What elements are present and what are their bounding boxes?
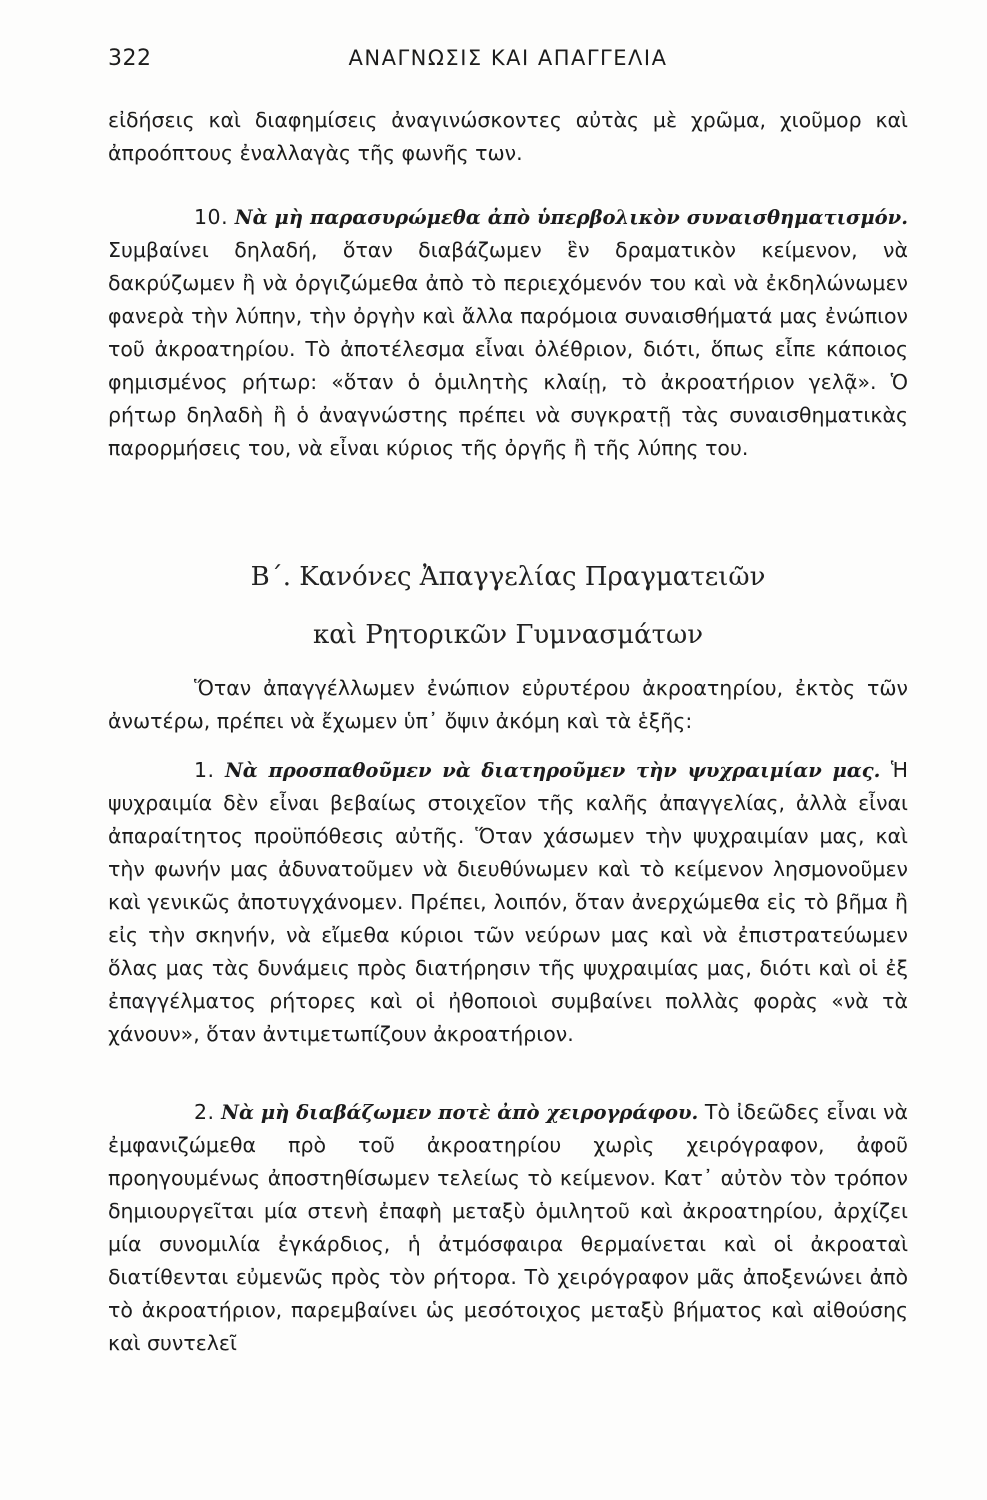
- page-number: 322: [108, 46, 152, 71]
- paragraph-continuation: [108, 104, 908, 170]
- section-heading: [108, 548, 908, 664]
- list-item-1-text: [108, 754, 908, 1051]
- section-intro-text: Ὅταν ἀπαγγέλλωμεν ἐνώπιον εὐρυτέρου ἀκροατηρίου, ἐκτὸς τῶν ἀνωτέρω, πρέπει νὰ ἔχωμεν ὑπ᾽ ὄψιν ἀκόμη καὶ τὰ ἑξῆς:: [108, 676, 908, 733]
- list-item-2-text: [108, 1096, 908, 1360]
- list-item-1: [108, 754, 908, 1051]
- item-heading: Νὰ μὴ διαβάζωμεν ποτὲ ἀπὸ χειρογράφου.: [221, 1101, 699, 1124]
- paragraph-10-text: [108, 201, 908, 465]
- item-number: 2.: [194, 1100, 215, 1124]
- paragraph-number: 10.: [194, 205, 229, 229]
- item-number: 1.: [194, 758, 215, 782]
- section-heading-line-1: Β΄. Κανόνες Ἀπαγγελίας Πραγματειῶν: [250, 562, 766, 592]
- section-intro: [108, 672, 908, 738]
- running-head: [108, 46, 908, 78]
- list-item-2: [108, 1096, 908, 1360]
- paragraph-heading: Νὰ μὴ παρασυρώμεθα ἀπὸ ὑπερβολικὸν συναισθηματισμόν.: [234, 206, 908, 229]
- item-heading: Νὰ προσπαθοῦμεν νὰ διατηροῦμεν τὴν ψυχραιμίαν μας.: [224, 759, 881, 782]
- paragraph-10: [108, 201, 908, 465]
- paragraph-body: Συμβαίνει δηλαδή, ὅταν διαβάζωμεν ἓν δραματικὸν κείμενον, νὰ δακρύζωμεν ἢ νὰ ὀργιζώμεθα ἀπὸ τὸ περιεχόμενόν του καὶ νὰ ἐκδηλώνωμεν φανερὰ τὴν λύπην, τὴν ὀργὴν καὶ ἄλλα παρόμοια συναισθήματά μας ἐνώπιον τοῦ ἀκροατηρίου. Τὸ ἀποτέλεσμα εἶναι ὀλέθριον, διότι, ὅπως εἶπε κάποιος φημισμένος ρήτωρ: «ὅταν ὁ ὁμιλητὴς κλαίῃ, τὸ ἀκροατήριον γελᾷ». Ὁ ρήτωρ δηλαδὴ ἢ ὁ ἀναγνώστης πρέπει νὰ συγκρατῇ τὰς συναισθηματικὰς παρορμήσεις του, νὰ εἶναι κύριος τῆς ὀργῆς ἢ τῆς λύπης του.: [108, 238, 908, 460]
- running-title: ΑΝΑΓΝΩΣΙΣ ΚΑΙ ΑΠΑΓΓΕΛΙΑ: [348, 46, 668, 70]
- item-body: Τὸ ἰδεῶδες εἶναι νὰ ἐμφανιζώμεθα πρὸ τοῦ ἀκροατηρίου χωρὶς χειρόγραφον, ἀφοῦ προηγουμένως ἀποστηθίσωμεν τελείως τὸ κείμενον. Κατ᾽ αὐτὸν τὸν τρόπον δημιουργεῖται μία στενὴ ἐπαφὴ μεταξὺ ὁμιλητοῦ καὶ ἀκροατηρίου, ἀρχίζει μία συνομιλία ἐγκάρδιος, ἡ ἀτμόσφαιρα θερμαίνεται καὶ οἱ ἀκροαταὶ διατίθενται εὐμενῶς πρὸς τὸν ρήτορα. Τὸ χειρόγραφον μᾶς ἀποξενώνει ἀπὸ τὸ ἀκροατήριον, παρεμβαίνει ὡς μεσότοιχος μεταξὺ βήματος καὶ αἰθούσης καὶ συντελεῖ: [108, 1100, 908, 1355]
- section-heading-line-2: καὶ Ρητορικῶν Γυμνασμάτων: [312, 620, 704, 650]
- item-body: Ἡ ψυχραιμία δὲν εἶναι βεβαίως στοιχεῖον τῆς καλῆς ἀπαγγελίας, ἀλλὰ εἶναι ἀπαραίτητος προϋπόθεσις αὐτῆς. Ὅταν χάσωμεν τὴν ψυχραιμίαν μας, καὶ τὴν φωνήν μας ἀδυνατοῦμεν νὰ διευθύνωμεν καὶ τὸ κείμενον λησμονοῦμεν καὶ γενικῶς ἀποτυγχάνομεν. Πρέπει, λοιπόν, ὅταν ἀνερχώμεθα εἰς τὸ βῆμα ἢ εἰς τὴν σκηνήν, νὰ εἴμεθα κύριοι τῶν νεύρων μας καὶ νὰ ἐπιστρατεύωμεν ὅλας μας τὰς δυνάμεις πρὸς διατήρησιν τῆς ψυχραιμίας μας, διότι καὶ οἱ ἐξ ἐπαγγέλματος ρήτορες καὶ οἱ ἠθοποιοὶ συμβαίνει πολλὰς φορὰς «νὰ τὰ χάνουν», ὅταν ἀντιμετωπίζουν ἀκροατήριον.: [108, 758, 908, 1046]
- paragraph-text: εἰδήσεις καὶ διαφημίσεις ἀναγινώσκοντες αὐτὰς μὲ χρῶμα, χιοῦμορ καὶ ἀπροόπτους ἐναλλαγὰς τῆς φωνῆς των.: [108, 108, 908, 165]
